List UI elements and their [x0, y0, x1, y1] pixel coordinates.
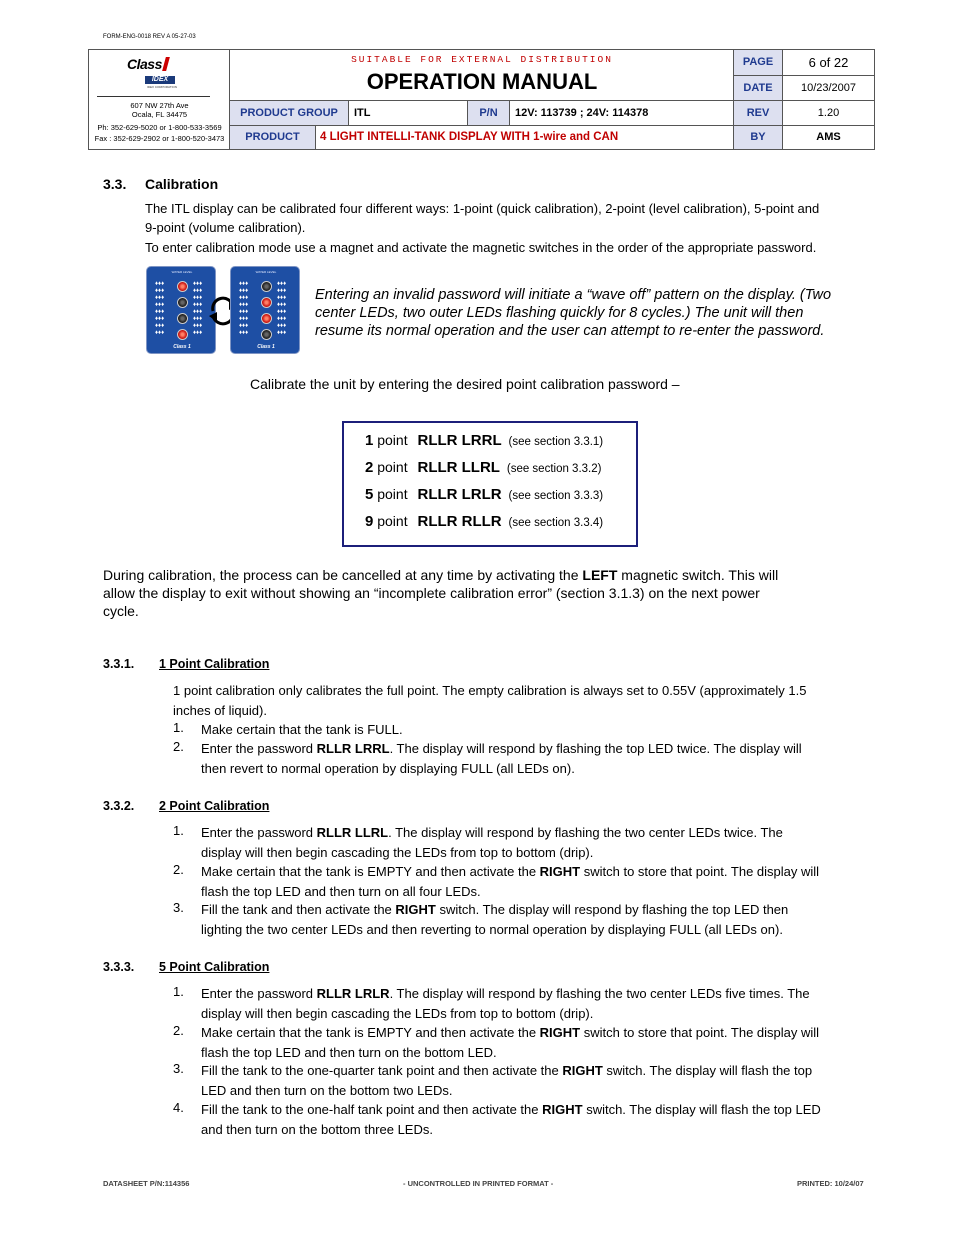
date-label: DATE: [734, 76, 783, 101]
section-ref: (see section 3.3.2): [506, 463, 602, 475]
intro-line1: The ITL display can be calibrated four different ways: 1-point (quick calibration), 2-point (level calibration), 5-point and: [145, 201, 820, 216]
password-code: RLLR RLLR: [417, 513, 502, 530]
list-item: Enter the password RLLR LLRL. The display will respond by flashing the two center LEDs twice. The display will then begin cascading the LEDs from top to bottom (drip).: [201, 825, 783, 860]
address-line2: Ocala, FL 34475: [131, 110, 188, 119]
password-row: [365, 459, 601, 476]
pn-value: 12V: 113739 ; 24V: 114378: [510, 101, 734, 126]
display-panel-right: [230, 266, 300, 354]
password-row: [365, 432, 603, 449]
document-header: [88, 49, 875, 150]
footer-printed: PRINTED: 10/24/07: [797, 1179, 864, 1188]
subsection-number: 3.3.2.: [103, 799, 135, 813]
pn-label: P/N: [468, 101, 510, 126]
led-icon: [261, 297, 272, 308]
led-icon: [177, 329, 188, 340]
list-item: Fill the tank and then activate the RIGHT switch. The display will respond by flashing the top LED then lighting the two center LEDs and then reverting to normal operation by displaying FULL (all LEDs on).: [201, 902, 789, 937]
section-ref: (see section 3.3.3): [508, 490, 604, 502]
list-item: Make certain that the tank is EMPTY and then activate the RIGHT switch to store that point. The display will flash the top LED and then turn on all four LEDs.: [201, 864, 820, 899]
phone: Ph: 352-629-5020 or 1-800-533-3569: [97, 123, 222, 132]
display-panel-left: [146, 266, 216, 354]
rev-label: REV: [734, 101, 783, 126]
point-count: 2: [365, 459, 374, 476]
list-number: 2.: [173, 862, 184, 877]
password-code: RLLR LRRL: [417, 432, 502, 449]
password-table: [342, 421, 638, 547]
subsection-number: 3.3.3.: [103, 960, 135, 974]
led-icon: [177, 297, 188, 308]
intro-line3: To enter calibration mode use a magnet and activate the magnetic switches in the order of the appropriate password.: [145, 240, 817, 255]
point-count: 5: [365, 486, 374, 503]
led-icon: [261, 313, 272, 324]
password-code: RLLR LLRL: [417, 459, 500, 476]
list-number: 1.: [173, 720, 184, 735]
panel-brand: Class 1: [257, 344, 275, 350]
invalid-password-note-line1: Entering an invalid password will initiate a “wave off” pattern on the display. (Two: [315, 287, 832, 303]
section-ref: (see section 3.3.4): [508, 517, 604, 529]
invalid-password-note-line2: center LEDs, two outer LEDs flashing quickly for 8 cycles.) The unit will then: [315, 305, 804, 321]
footer-datasheet: DATASHEET P/N:114356: [103, 1179, 190, 1188]
paragraph-line: inches of liquid).: [173, 703, 267, 718]
class1-logo: Class: [127, 56, 168, 72]
cancel-line1: During calibration, the process can be cancelled at any time by activating the LEFT magnetic switch. This will: [103, 567, 779, 583]
list-item: Fill the tank to the one-quarter tank point and then activate the RIGHT switch. The display will flash the top LED and then turn on the bottom two LEDs.: [201, 1063, 813, 1098]
by-label: BY: [734, 126, 783, 149]
list-number: 3.: [173, 900, 184, 915]
section-ref: (see section 3.3.1): [508, 436, 604, 448]
drop-icons: ♦♦♦ ♦♦♦ ♦♦♦ ♦♦♦ ♦♦♦ ♦♦♦ ♦♦♦ ♦♦♦: [277, 281, 287, 336]
password-code: RLLR LRLR: [417, 486, 502, 503]
list-number: 1.: [173, 984, 184, 999]
page-label: PAGE: [734, 50, 783, 76]
drop-icons: ♦♦♦ ♦♦♦ ♦♦♦ ♦♦♦ ♦♦♦ ♦♦♦ ♦♦♦ ♦♦♦: [155, 281, 165, 336]
divider: [97, 96, 210, 97]
point-word: point: [377, 459, 408, 475]
list-item: Make certain that the tank is EMPTY and then activate the RIGHT switch to store that point. The display will flash the top LED and then turn on the bottom LED.: [201, 1025, 820, 1060]
list-number: 2.: [173, 739, 184, 754]
password-row: [365, 486, 603, 503]
point-count: 1: [365, 432, 374, 449]
cancel-line2: allow the display to exit without showing an “incomplete calibration error” (section 3.1.3) on the next power: [103, 585, 760, 601]
led-icon: [177, 281, 188, 292]
list-item: Make certain that the tank is FULL.: [201, 722, 403, 737]
led-icon: [261, 281, 272, 292]
panel-brand: Class 1: [173, 344, 191, 350]
product-group-label: PRODUCT GROUP: [230, 101, 349, 126]
drop-icons: ♦♦♦ ♦♦♦ ♦♦♦ ♦♦♦ ♦♦♦ ♦♦♦ ♦♦♦ ♦♦♦: [239, 281, 249, 336]
company-logo-block: [89, 50, 230, 149]
led-icon: [261, 329, 272, 340]
product-group-value: ITL: [349, 101, 468, 126]
date-value: 10/23/2007: [783, 76, 874, 101]
idex-logo-sub: IDEX CORPORATION: [147, 85, 177, 89]
rev-value: 1.20: [783, 101, 874, 126]
drop-icons: ♦♦♦ ♦♦♦ ♦♦♦ ♦♦♦ ♦♦♦ ♦♦♦ ♦♦♦ ♦♦♦: [193, 281, 203, 336]
address-line1: 607 NW 27th Ave: [130, 101, 189, 110]
point-word: point: [377, 513, 408, 529]
list-number: 3.: [173, 1061, 184, 1076]
led-icon: [177, 313, 188, 324]
point-count: 9: [365, 513, 374, 530]
page-value: 6 of 22: [783, 50, 874, 76]
list-item: Enter the password RLLR LRLR. The display will respond by flashing the two center LEDs five times. The display will then begin cascading the LEDs from top to bottom (drip).: [201, 986, 810, 1021]
invalid-password-note-line3: resume its normal operation and the user can attempt to re-enter the password.: [315, 323, 825, 339]
calibrate-prompt: Calibrate the unit by entering the desired point calibration password –: [250, 376, 680, 392]
point-word: point: [377, 432, 408, 448]
point-word: point: [377, 486, 408, 502]
by-value: AMS: [816, 131, 841, 143]
intro-line2: 9-point (volume calibration).: [145, 220, 306, 235]
subsection-title: 1 Point Calibration: [159, 657, 270, 671]
list-item: Enter the password RLLR LRRL. The display will respond by flashing the top LED twice. The display will then revert to normal operation by displaying FULL (all LEDs on).: [201, 741, 802, 776]
panel-header-text: WATER LEVEL: [171, 270, 193, 274]
subsection-number: 3.3.1.: [103, 657, 135, 671]
list-item: Fill the tank to the one-half tank point and then activate the RIGHT switch. The display will flash the top LED and then turn on the bottom three LEDs.: [201, 1102, 821, 1137]
subsection-title: 2 Point Calibration: [159, 799, 270, 813]
footer-uncontrolled: - UNCONTROLLED IN PRINTED FORMAT -: [403, 1179, 554, 1188]
fax: Fax : 352-629-2902 or 1-800-520-3473: [94, 134, 225, 143]
password-row: [365, 513, 603, 530]
distribution-notice: SUITABLE FOR EXTERNAL DISTRIBUTION: [351, 54, 613, 65]
form-id: FORM-ENG-0018 REV A 05-27-03: [103, 34, 196, 40]
list-number: 1.: [173, 823, 184, 838]
cancel-line3: cycle.: [103, 603, 139, 619]
product-value: 4 LIGHT INTELLI-TANK DISPLAY WITH 1-wire and CAN: [316, 126, 734, 149]
subsection-title: 5 Point Calibration: [159, 960, 270, 974]
panel-header-text: WATER LEVEL: [255, 270, 277, 274]
list-number: 4.: [173, 1100, 184, 1115]
title-block: [230, 50, 734, 101]
section-number: 3.3.: [103, 176, 127, 192]
paragraph-line: 1 point calibration only calibrates the full point. The empty calibration is always set to 0.55V (approximately 1.5: [173, 683, 807, 698]
list-number: 2.: [173, 1023, 184, 1038]
document-title: OPERATION MANUAL: [366, 69, 598, 94]
section-title: Calibration: [145, 176, 219, 192]
idex-logo: IDEX: [145, 76, 175, 84]
product-label: PRODUCT: [230, 126, 316, 149]
